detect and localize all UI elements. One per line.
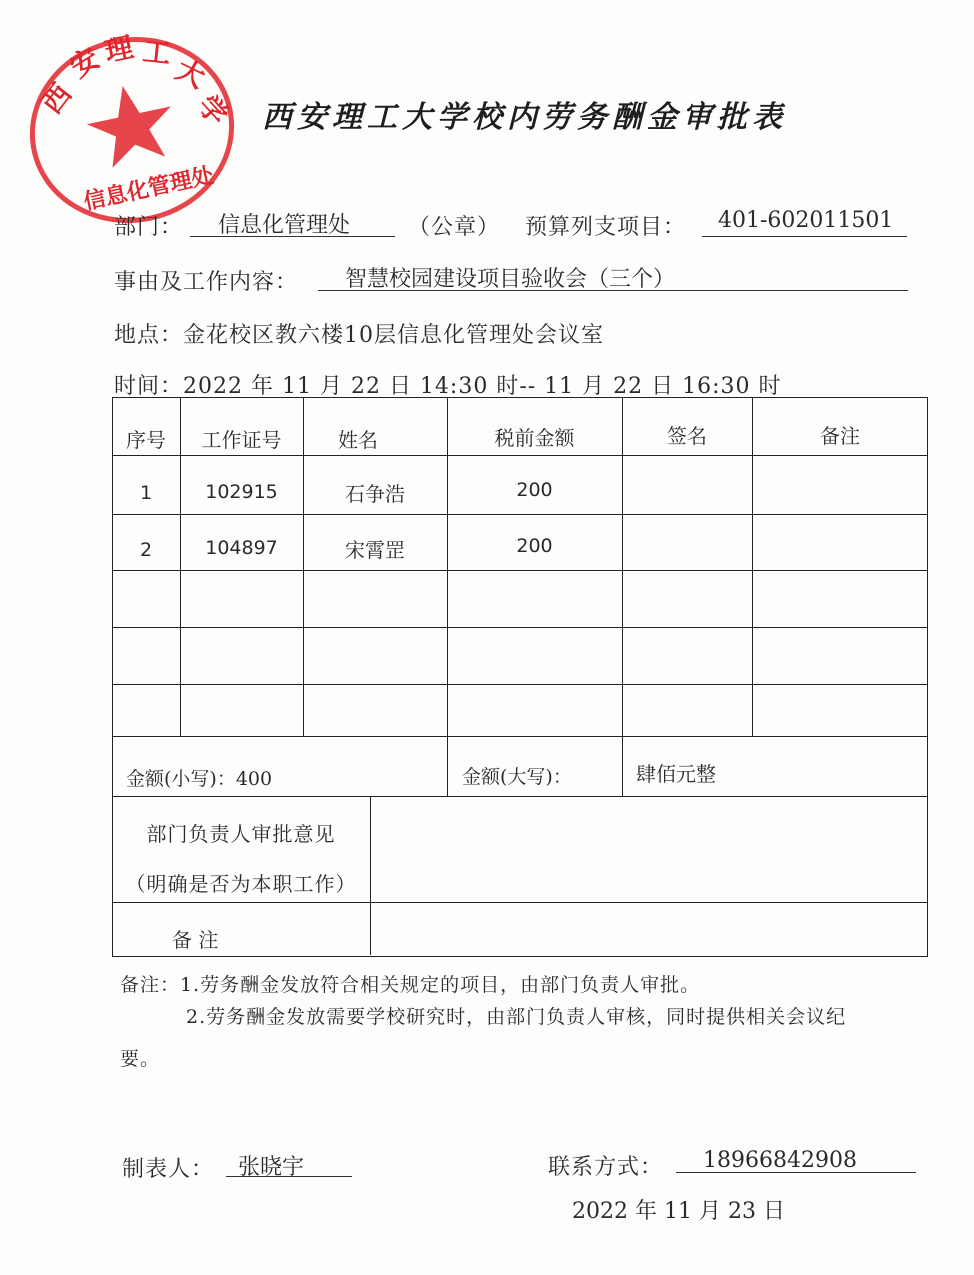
table-rule xyxy=(447,397,448,796)
table-rule xyxy=(112,796,928,797)
row1-seq: 1 xyxy=(139,482,153,504)
col-header-remark: 备注 xyxy=(820,424,860,448)
form-date: 2022 年 11 月 23 日 xyxy=(572,1199,785,1224)
approval-label: 部门负责人审批意见 xyxy=(146,822,336,846)
row2-seq: 2 xyxy=(139,539,153,561)
row2-id: 104897 xyxy=(205,537,278,559)
location-line: 地点：金花校区教六楼10层信息化管理处会议室 xyxy=(114,323,604,348)
remark-label: 备 注 xyxy=(172,928,219,952)
svg-text:大: 大 xyxy=(170,52,211,95)
reason-underline xyxy=(318,290,908,291)
contact-value: 18966842908 xyxy=(703,1148,857,1173)
budget-label: 预算列支项目： xyxy=(525,215,687,240)
table-rule xyxy=(112,736,928,737)
table-rule xyxy=(112,570,928,571)
official-seal-stamp xyxy=(22,30,242,230)
col-header-seq: 序号 xyxy=(126,428,166,452)
approval-sublabel: （明确是否为本职工作） xyxy=(125,872,357,896)
maker-label: 制表人： xyxy=(122,1157,215,1182)
row2-amount: 200 xyxy=(516,535,553,557)
col-header-sign: 签名 xyxy=(667,424,707,448)
time-line: 时间：2022 年 11 月 22 日 14:30 时-- 11 月 22 日 16:30 时 xyxy=(114,374,782,399)
table-rule xyxy=(112,627,928,628)
dept-underline xyxy=(190,236,395,237)
table-rule xyxy=(112,684,928,685)
svg-text:学: 学 xyxy=(191,88,235,132)
contact-underline xyxy=(676,1172,916,1173)
budget-underline xyxy=(702,236,907,237)
seal-note: （公章） xyxy=(408,215,501,240)
svg-text:理: 理 xyxy=(101,30,137,69)
maker-value: 张晓宇 xyxy=(238,1155,305,1180)
total-big-value: 肆佰元整 xyxy=(636,762,716,786)
table-rule xyxy=(112,514,928,515)
svg-text:西: 西 xyxy=(34,77,79,120)
row1-amount: 200 xyxy=(516,479,553,501)
reason-value: 智慧校园建设项目验收会（三个） xyxy=(345,267,676,292)
note-line-1: 备注：1.劳务酬金发放符合相关规定的项目，由部门负责人审批。 xyxy=(120,974,701,996)
reason-label: 事由及工作内容： xyxy=(114,270,299,295)
budget-value: 401-602011501 xyxy=(718,208,894,233)
dept-value: 信息化管理处 xyxy=(218,213,351,238)
col-header-id: 工作证号 xyxy=(201,428,282,452)
dept-label: 部门： xyxy=(114,215,184,240)
note-line-3: 要。 xyxy=(120,1048,161,1070)
table-rule xyxy=(112,455,928,456)
svg-text:工: 工 xyxy=(141,34,173,71)
svg-text:安: 安 xyxy=(64,41,106,85)
note-line-2: 2.劳务酬金发放需要学校研究时，由部门负责人审核，同时提供相关会议纪 xyxy=(186,1006,847,1028)
table-rule xyxy=(622,397,623,796)
form-title: 西安理工大学校内劳务酬金审批表 xyxy=(262,100,787,135)
maker-underline xyxy=(226,1176,352,1177)
contact-label: 联系方式： xyxy=(548,1155,664,1180)
row1-name: 石争浩 xyxy=(345,482,405,506)
total-big-label: 金额(大写)： xyxy=(462,766,572,788)
total-small: 金额(小写)：400 xyxy=(126,768,273,790)
svg-text:信息化管理处: 信息化管理处 xyxy=(81,163,216,216)
table-rule xyxy=(112,902,928,903)
col-header-name: 姓名 xyxy=(338,428,378,452)
col-header-amount: 税前金额 xyxy=(494,426,575,450)
row1-id: 102915 xyxy=(205,481,278,503)
table-rule xyxy=(370,796,371,955)
row2-name: 宋霄罡 xyxy=(345,538,405,562)
